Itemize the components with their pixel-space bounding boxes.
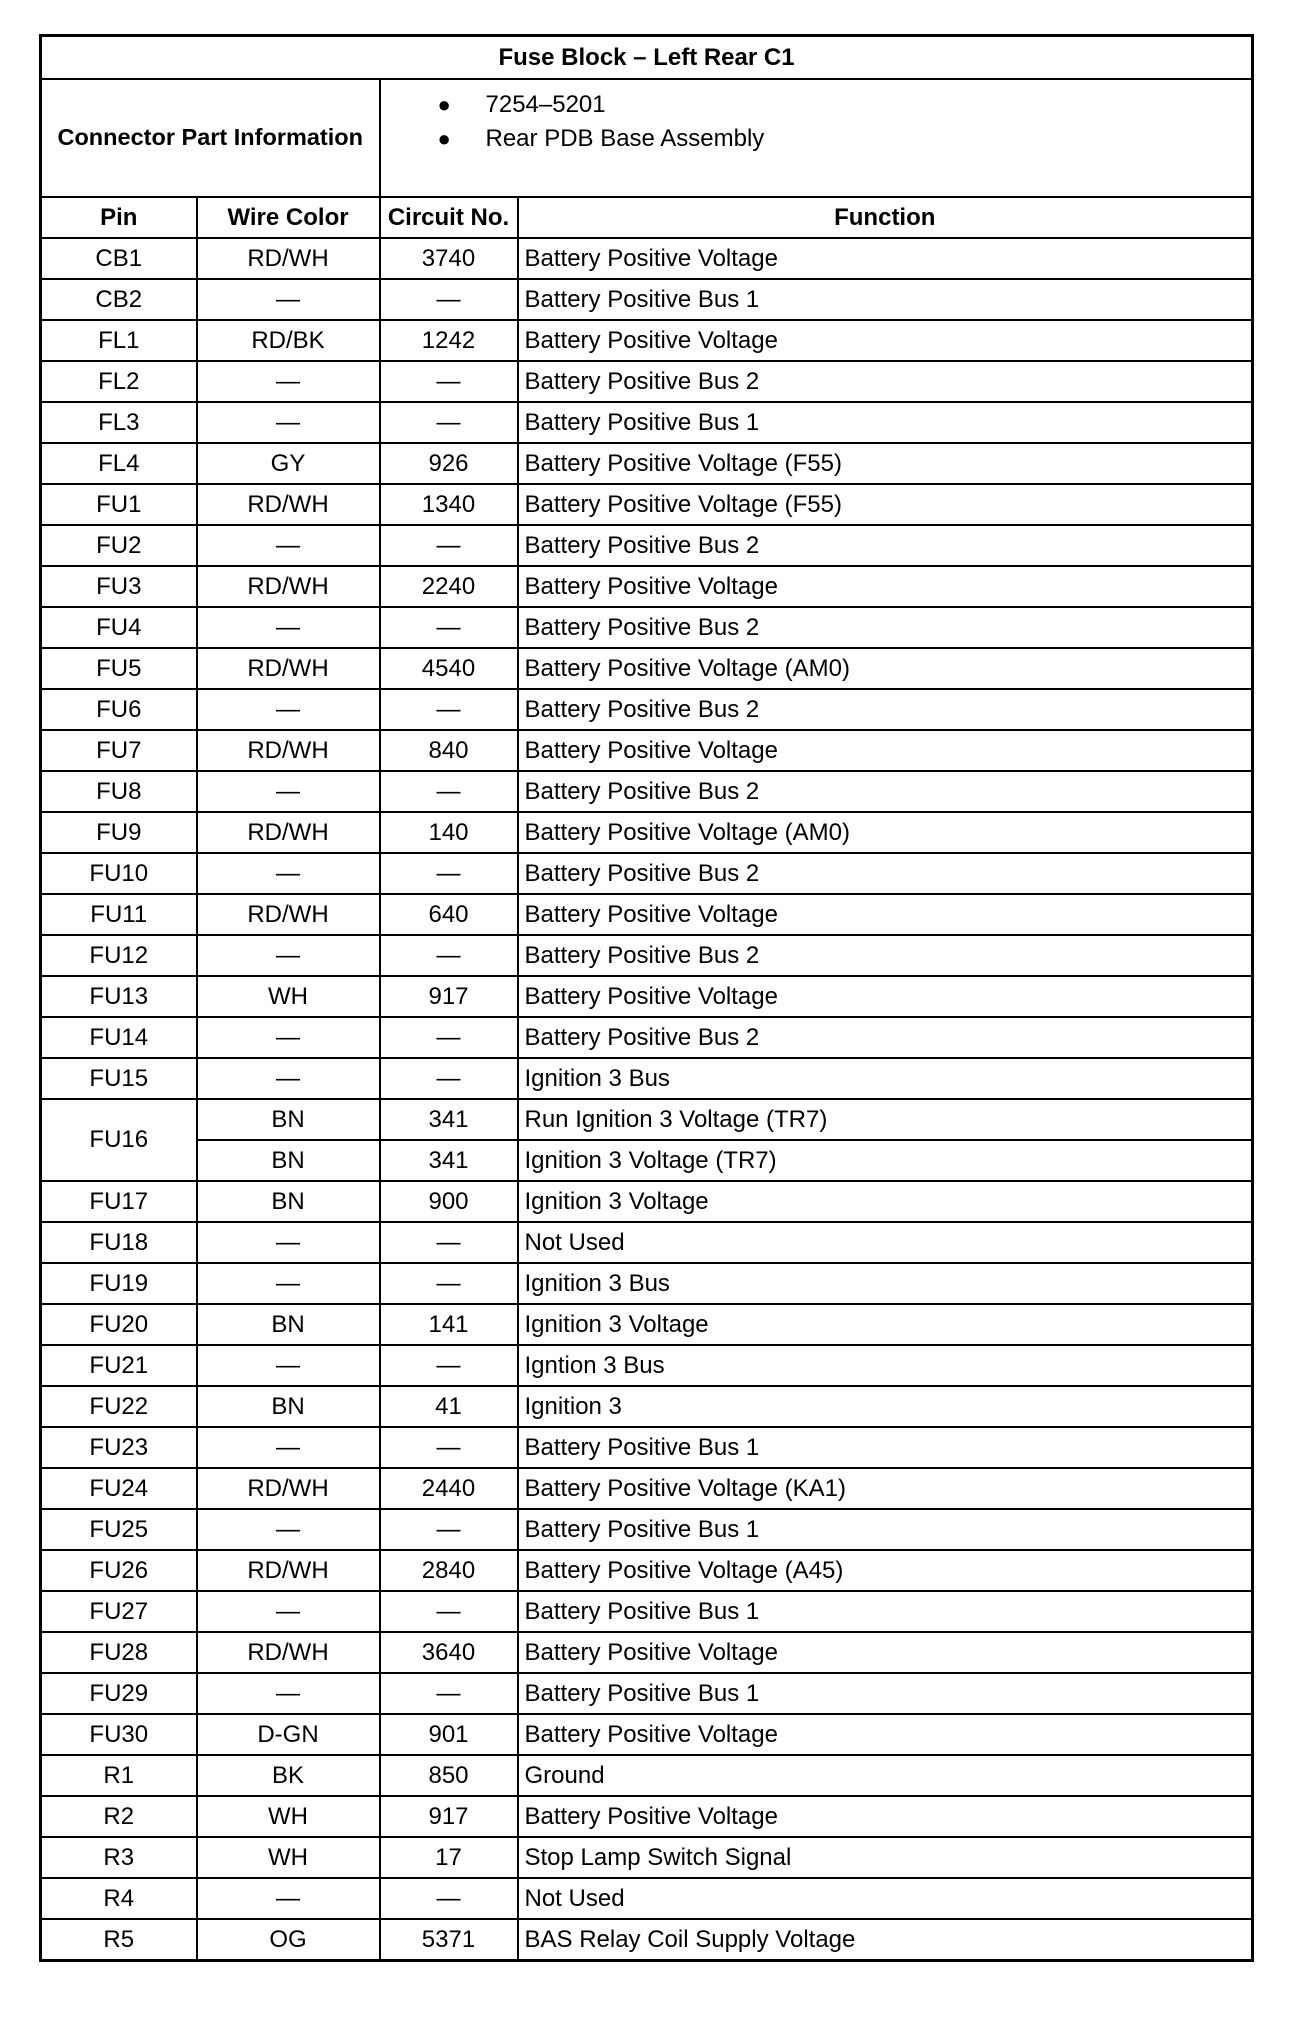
wire-color-cell: RD/WH	[197, 238, 380, 279]
table-row	[41, 402, 1253, 443]
table-row	[41, 1263, 1253, 1304]
function-cell: Battery Positive Bus 2	[518, 853, 1253, 894]
circuit-cell: 917	[380, 976, 518, 1017]
pin-cell: FU12	[41, 935, 197, 976]
wire-color-cell: BN	[197, 1386, 380, 1427]
circuit-cell: —	[380, 361, 518, 402]
wire-color-cell: WH	[197, 1796, 380, 1837]
pin-cell: FU17	[41, 1181, 197, 1222]
pin-cell: FU18	[41, 1222, 197, 1263]
circuit-cell: 1242	[380, 320, 518, 361]
circuit-cell: 41	[380, 1386, 518, 1427]
wire-color-cell: WH	[197, 976, 380, 1017]
wire-color-cell: RD/WH	[197, 484, 380, 525]
wire-color-cell: —	[197, 689, 380, 730]
circuit-cell: —	[380, 1427, 518, 1468]
table-row	[41, 443, 1253, 484]
circuit-cell: —	[380, 935, 518, 976]
circuit-cell: —	[380, 1591, 518, 1632]
table-row	[41, 1386, 1253, 1427]
pin-cell: FL4	[41, 443, 197, 484]
function-cell: Battery Positive Voltage (A45)	[518, 1550, 1253, 1591]
function-cell: Battery Positive Bus 2	[518, 771, 1253, 812]
table-row	[41, 730, 1253, 771]
wire-color-cell: —	[197, 1345, 380, 1386]
circuit-cell: 926	[380, 443, 518, 484]
function-cell: Battery Positive Voltage	[518, 320, 1253, 361]
table-row	[41, 238, 1253, 279]
circuit-cell: —	[380, 1673, 518, 1714]
pin-cell: R2	[41, 1796, 197, 1837]
connector-part-number: 7254–5201	[485, 91, 606, 118]
function-cell: Ground	[518, 1755, 1253, 1796]
circuit-cell: 3640	[380, 1632, 518, 1673]
pin-cell: FU2	[41, 525, 197, 566]
wire-color-cell: —	[197, 402, 380, 443]
function-cell: Battery Positive Bus 2	[518, 1017, 1253, 1058]
function-cell: Battery Positive Voltage	[518, 566, 1253, 607]
table-row	[41, 1427, 1253, 1468]
pin-cell: R5	[41, 1919, 197, 1961]
table-row	[41, 976, 1253, 1017]
circuit-cell: —	[380, 1058, 518, 1099]
table-row	[41, 771, 1253, 812]
table-row	[41, 361, 1253, 402]
function-cell: Battery Positive Bus 2	[518, 361, 1253, 402]
circuit-cell: —	[380, 1017, 518, 1058]
table-row	[41, 1509, 1253, 1550]
function-cell: Battery Positive Bus 2	[518, 689, 1253, 730]
circuit-cell: —	[380, 1878, 518, 1919]
table-row	[41, 894, 1253, 935]
wire-color-cell: —	[197, 1427, 380, 1468]
table-row	[41, 1017, 1253, 1058]
pin-cell: FU6	[41, 689, 197, 730]
table-row	[41, 1099, 1253, 1140]
pin-cell: FU8	[41, 771, 197, 812]
wire-color-cell: RD/WH	[197, 1632, 380, 1673]
circuit-cell: —	[380, 1222, 518, 1263]
wire-color-cell: BN	[197, 1304, 380, 1345]
pin-cell: FU25	[41, 1509, 197, 1550]
pin-cell: FU27	[41, 1591, 197, 1632]
function-cell: Battery Positive Bus 2	[518, 935, 1253, 976]
bullet-icon: ●	[437, 126, 451, 151]
function-cell: Battery Positive Voltage (F55)	[518, 443, 1253, 484]
pin-cell: FU21	[41, 1345, 197, 1386]
circuit-cell: 141	[380, 1304, 518, 1345]
pin-cell: FU4	[41, 607, 197, 648]
pin-cell: FL1	[41, 320, 197, 361]
table-row	[41, 1919, 1253, 1961]
wire-color-cell: —	[197, 1591, 380, 1632]
function-cell: Stop Lamp Switch Signal	[518, 1837, 1253, 1878]
wire-color-cell: —	[197, 279, 380, 320]
connector-description: Rear PDB Base Assembly	[485, 125, 765, 152]
pin-cell: R4	[41, 1878, 197, 1919]
wire-color-cell: OG	[197, 1919, 380, 1961]
wire-color-cell: —	[197, 1222, 380, 1263]
circuit-cell: 900	[380, 1181, 518, 1222]
wire-color-cell: —	[197, 1017, 380, 1058]
circuit-cell: —	[380, 1345, 518, 1386]
pin-cell: CB1	[41, 238, 197, 279]
function-cell: Ignition 3 Voltage (TR7)	[518, 1140, 1253, 1181]
wire-color-cell: —	[197, 853, 380, 894]
circuit-cell: 5371	[380, 1919, 518, 1961]
table-row	[41, 320, 1253, 361]
circuit-cell: —	[380, 607, 518, 648]
function-cell: Battery Positive Voltage (KA1)	[518, 1468, 1253, 1509]
circuit-cell: —	[380, 525, 518, 566]
function-cell: Battery Positive Bus 1	[518, 1673, 1253, 1714]
wire-color-cell: —	[197, 935, 380, 976]
table-row	[41, 1181, 1253, 1222]
table-row	[41, 566, 1253, 607]
wire-color-cell: —	[197, 1673, 380, 1714]
function-cell: Battery Positive Voltage	[518, 894, 1253, 935]
circuit-cell: —	[380, 279, 518, 320]
circuit-cell: 140	[380, 812, 518, 853]
circuit-cell: 2240	[380, 566, 518, 607]
table-row	[41, 1755, 1253, 1796]
table-row	[41, 525, 1253, 566]
pin-cell: FU1	[41, 484, 197, 525]
function-cell: Battery Positive Bus 1	[518, 1591, 1253, 1632]
connector-pinout-table	[39, 34, 1254, 1962]
table-title: Fuse Block – Left Rear C1	[41, 36, 1253, 80]
connector-info-item	[381, 122, 1252, 156]
function-cell: Battery Positive Voltage	[518, 730, 1253, 771]
pin-cell: FU20	[41, 1304, 197, 1345]
pin-cell: FU13	[41, 976, 197, 1017]
wire-color-cell: RD/WH	[197, 812, 380, 853]
table-row	[41, 1550, 1253, 1591]
pin-cell: FU10	[41, 853, 197, 894]
table-row	[41, 1058, 1253, 1099]
table-row	[41, 279, 1253, 320]
circuit-cell: —	[380, 689, 518, 730]
wire-color-cell: GY	[197, 443, 380, 484]
column-header-row	[41, 197, 1253, 238]
function-cell: Battery Positive Voltage	[518, 976, 1253, 1017]
circuit-cell: 1340	[380, 484, 518, 525]
function-cell: Ignition 3 Voltage	[518, 1181, 1253, 1222]
pin-cell: FU16	[41, 1099, 197, 1181]
pin-cell: FU24	[41, 1468, 197, 1509]
pin-cell: FU7	[41, 730, 197, 771]
header-pin: Pin	[41, 197, 197, 238]
pin-cell: R3	[41, 1837, 197, 1878]
table-row	[41, 484, 1253, 525]
table-row	[41, 812, 1253, 853]
table-row	[41, 853, 1253, 894]
wire-color-cell: D-GN	[197, 1714, 380, 1755]
function-cell: Battery Positive Voltage	[518, 238, 1253, 279]
pin-cell: CB2	[41, 279, 197, 320]
pin-cell: FL2	[41, 361, 197, 402]
function-cell: Battery Positive Voltage	[518, 1796, 1253, 1837]
circuit-cell: 2840	[380, 1550, 518, 1591]
circuit-cell: 640	[380, 894, 518, 935]
pin-cell: FU30	[41, 1714, 197, 1755]
table-row	[41, 1222, 1253, 1263]
pin-cell: FU19	[41, 1263, 197, 1304]
table-row	[41, 1304, 1253, 1345]
circuit-cell: 17	[380, 1837, 518, 1878]
circuit-cell: —	[380, 402, 518, 443]
pin-cell: FU29	[41, 1673, 197, 1714]
circuit-cell: —	[380, 1509, 518, 1550]
table-row	[41, 689, 1253, 730]
wire-color-cell: RD/WH	[197, 566, 380, 607]
header-circuit: Circuit No.	[380, 197, 518, 238]
table-row	[41, 1878, 1253, 1919]
wire-color-cell: —	[197, 1878, 380, 1919]
pin-cell: FU26	[41, 1550, 197, 1591]
pin-cell: FU14	[41, 1017, 197, 1058]
wire-color-cell: RD/WH	[197, 1550, 380, 1591]
wire-color-cell: BN	[197, 1099, 380, 1140]
pin-cell: FU11	[41, 894, 197, 935]
circuit-cell: 341	[380, 1099, 518, 1140]
function-cell: Ignition 3 Bus	[518, 1058, 1253, 1099]
function-cell: Ignition 3 Voltage	[518, 1304, 1253, 1345]
pin-cell: FU22	[41, 1386, 197, 1427]
function-cell: Battery Positive Bus 1	[518, 279, 1253, 320]
table-row	[41, 1837, 1253, 1878]
circuit-cell: —	[380, 1263, 518, 1304]
function-cell: BAS Relay Coil Supply Voltage	[518, 1919, 1253, 1961]
circuit-cell: 4540	[380, 648, 518, 689]
wire-color-cell: RD/WH	[197, 730, 380, 771]
function-cell: Not Used	[518, 1878, 1253, 1919]
pin-cell: FU9	[41, 812, 197, 853]
header-wire-color: Wire Color	[197, 197, 380, 238]
function-cell: Battery Positive Voltage	[518, 1714, 1253, 1755]
table-row	[41, 1714, 1253, 1755]
wire-color-cell: RD/BK	[197, 320, 380, 361]
table-row	[41, 1140, 1253, 1181]
wire-color-cell: —	[197, 525, 380, 566]
circuit-cell: 850	[380, 1755, 518, 1796]
pin-cell: R1	[41, 1755, 197, 1796]
header-function: Function	[518, 197, 1253, 238]
circuit-cell: —	[380, 771, 518, 812]
connector-info-label: Connector Part Information	[41, 79, 380, 197]
table-row	[41, 1468, 1253, 1509]
wire-color-cell: BN	[197, 1181, 380, 1222]
pin-cell: FU5	[41, 648, 197, 689]
wire-color-cell: —	[197, 771, 380, 812]
function-cell: Ignition 3	[518, 1386, 1253, 1427]
wire-color-cell: RD/WH	[197, 1468, 380, 1509]
circuit-cell: 3740	[380, 238, 518, 279]
pin-cell: FU3	[41, 566, 197, 607]
wire-color-cell: —	[197, 361, 380, 402]
function-cell: Run Ignition 3 Voltage (TR7)	[518, 1099, 1253, 1140]
table-row	[41, 1632, 1253, 1673]
wire-color-cell: RD/WH	[197, 894, 380, 935]
circuit-cell: 917	[380, 1796, 518, 1837]
wire-color-cell: —	[197, 607, 380, 648]
table-row	[41, 648, 1253, 689]
function-cell: Igntion 3 Bus	[518, 1345, 1253, 1386]
connector-info-list	[380, 79, 1253, 197]
wire-color-cell: WH	[197, 1837, 380, 1878]
wire-color-cell: BK	[197, 1755, 380, 1796]
function-cell: Battery Positive Bus 2	[518, 607, 1253, 648]
function-cell: Battery Positive Voltage (AM0)	[518, 812, 1253, 853]
function-cell: Battery Positive Bus 2	[518, 525, 1253, 566]
function-cell: Battery Positive Voltage (AM0)	[518, 648, 1253, 689]
function-cell: Battery Positive Voltage	[518, 1632, 1253, 1673]
wire-color-cell: RD/WH	[197, 648, 380, 689]
pin-cell: FU28	[41, 1632, 197, 1673]
bullet-icon: ●	[437, 92, 451, 117]
circuit-cell: 2440	[380, 1468, 518, 1509]
function-cell: Battery Positive Bus 1	[518, 402, 1253, 443]
circuit-cell: —	[380, 853, 518, 894]
wire-color-cell: —	[197, 1058, 380, 1099]
function-cell: Battery Positive Voltage (F55)	[518, 484, 1253, 525]
pin-cell: FU15	[41, 1058, 197, 1099]
function-cell: Ignition 3 Bus	[518, 1263, 1253, 1304]
pin-cell: FU23	[41, 1427, 197, 1468]
table-row	[41, 1673, 1253, 1714]
table-row	[41, 1796, 1253, 1837]
connector-info-item	[381, 88, 1252, 122]
table-row	[41, 1591, 1253, 1632]
wire-color-cell: —	[197, 1263, 380, 1304]
pin-cell: FL3	[41, 402, 197, 443]
circuit-cell: 901	[380, 1714, 518, 1755]
function-cell: Battery Positive Bus 1	[518, 1509, 1253, 1550]
table-row	[41, 607, 1253, 648]
table-row	[41, 1345, 1253, 1386]
table-row	[41, 935, 1253, 976]
function-cell: Not Used	[518, 1222, 1253, 1263]
circuit-cell: 341	[380, 1140, 518, 1181]
wire-color-cell: BN	[197, 1140, 380, 1181]
wire-color-cell: —	[197, 1509, 380, 1550]
circuit-cell: 840	[380, 730, 518, 771]
function-cell: Battery Positive Bus 1	[518, 1427, 1253, 1468]
